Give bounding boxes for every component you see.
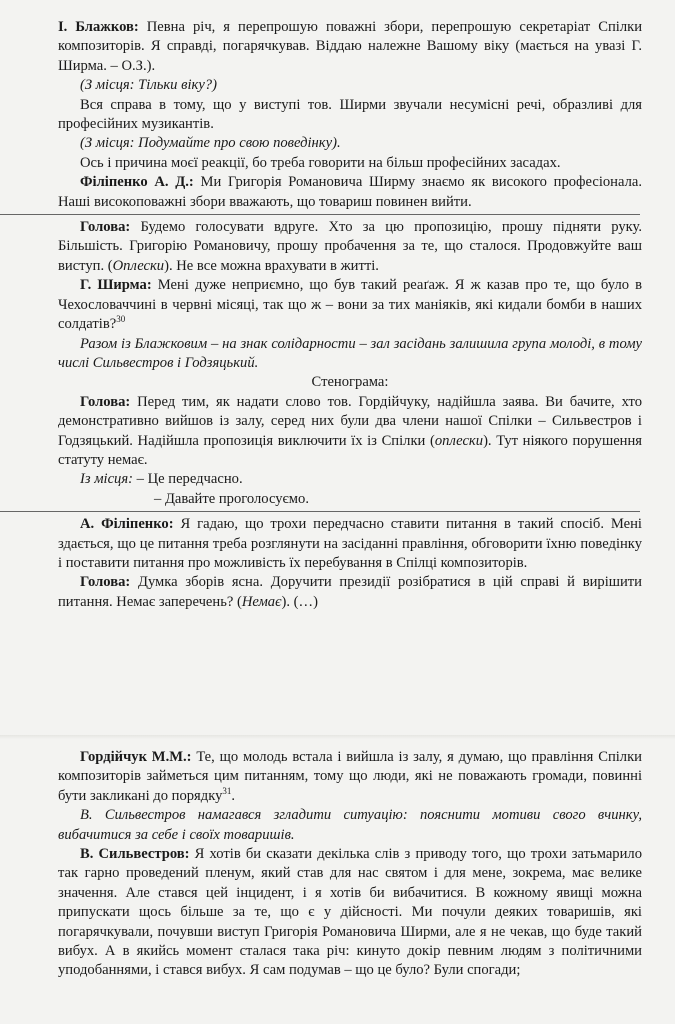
- paragraph: Ось і причина моєї реакції, бо треба говорити на більш професійних засадах.: [80, 154, 561, 171]
- paragraph: Вся справа в тому, що у виступі тов. Ширми звучали несумісні речі, образливі для професійних музикантів.: [58, 96, 642, 133]
- paragraph: [58, 18, 642, 76]
- speech-text: Я гадаю, що трохи передчасно ставити питання в такий спосіб. Мені здається, що це питання треба розглянути на засіданні правління, обговорити їхню поведінку і поставити питання про можливість їх перебування в Спілці композиторів.: [58, 516, 642, 571]
- speaker-name: Голова:: [80, 219, 131, 236]
- speech-text: ). (…): [281, 593, 318, 610]
- paragraph: [58, 748, 642, 806]
- speech-italic: Немає: [241, 593, 282, 610]
- remark-from-floor: (З місця: Подумайте про свою поведінку).: [80, 135, 341, 152]
- speech-text: Будемо голосувати вдруге. Хто за цю пропозицію, прошу підняти руку. Більшість. Григорію Романовичу, прошу пробачення за те, що сталося. Продовжуйте ваш виступ. (: [58, 219, 642, 274]
- paragraph: [58, 845, 642, 981]
- narration: Разом із Блажковим – на знак солідарности – зал засідань залишила група молоді, в тому числі Сильвестров і Годзяцький.: [58, 335, 642, 371]
- speech-text: Те, що молодь встала і вийшла із залу, я думаю, що правління Спілки композиторів займеться цим питанням, тому що люди, які не поважають громади, повинні бути закликані до порядку: [58, 749, 642, 804]
- footnote-ref: 31: [222, 785, 232, 796]
- speech-text: ). Тут ніякого порушення статуту немає.: [58, 432, 643, 468]
- speaker-name: І. Блажков:: [58, 19, 139, 35]
- paragraph: [58, 573, 642, 612]
- speech-text: Я хотів би сказати декілька слів з приводу того, що трохи затьмарило так гарно проведений пленум, який став для нас святом і для мене, зокрема, має велике значення. Але стався цей інцидент, і я хотів би вибачитися. В кожному явищі можна припускати щось більше за те, що є у дійсності. Ми почули деяких товаришів, які погарячкували, почувши виступ Григорія Романовича Ширми, але я не чекав, що буде такий вибух. А в якийсь момент сталася така річ: кинуто докір певним людям з політичними уподобаннями, і стався вибух. Я сам подумав – що це було? Були спогади;: [58, 846, 642, 979]
- speech-italic: Із місця:: [80, 471, 133, 488]
- divider-line: [0, 214, 640, 215]
- paragraph: – Давайте проголосуємо.: [154, 490, 309, 507]
- speaker-name: А. Філіпенко:: [80, 516, 174, 533]
- divider: [58, 509, 642, 515]
- speech-text: Перед тим, як надати слово тов. Гордійчуку, надійшла заява. Ви бачите, хто демонстративно вийшов із залу, серед них були два члени нашої Спілки – Сильвестров і Годзяцький. Надійшла пропозиція виключити їх із Спілки (: [58, 393, 642, 449]
- speech-text: – Це передчасно.: [133, 471, 243, 488]
- scan-edge: [0, 735, 675, 739]
- section-heading: Стенограма:: [311, 374, 389, 391]
- speech-text: Ми Григорія Романовича Ширму знаємо як високого професіонала. Наші високоповажні збори вважають, що товариш повинен вийти.: [58, 174, 642, 210]
- speaker-name: Голова:: [80, 393, 131, 410]
- speech-text: Мені дуже неприємно, що був такий реаґаж. Я ж казав про те, що було в Чехословаччині в червні місяці, так що ж – вони за тих маніяків, які кидали бомби в наших солдатів?: [58, 277, 642, 333]
- remark-from-floor: (З місця: Тільки віку?): [80, 77, 217, 94]
- speaker-name: Г. Ширма:: [80, 277, 152, 294]
- paragraph: [58, 393, 642, 471]
- divider: [58, 212, 642, 218]
- speaker-name: Голова:: [80, 574, 131, 591]
- transcript-section-1: [58, 18, 642, 612]
- paragraph: [58, 515, 642, 573]
- divider-line: [0, 511, 640, 512]
- speaker-name: Гордійчук М.М.:: [80, 749, 192, 765]
- speech-text: Думка зборів ясна. Доручити президії розібратися в цій справі й вирішити питання. Немає заперечень? (: [58, 574, 642, 610]
- speech-italic: Оплески: [112, 257, 165, 274]
- speaker-name: Філіпенко А. Д.:: [80, 174, 194, 191]
- footnote-ref: 30: [116, 314, 126, 325]
- speech-text: Певна річ, я перепрошую поважні збори, перепрошую секретаріат Спілки композиторів. Я справді, погарячкував. Віддаю належне Вашому віку (мається на увазі Г. Ширма. – О.З.).: [58, 19, 642, 74]
- narration: В. Сильвестров намагався згладити ситуацію: пояснити мотиви свого вчинку, вибачитися за себе і своїх товаришів.: [58, 807, 642, 843]
- speech-italic: оплески: [434, 432, 484, 449]
- speech-text: .: [231, 787, 236, 804]
- paragraph: [58, 173, 642, 212]
- speech-text: ). Не все можна врахувати в житті.: [164, 257, 379, 274]
- paragraph: [58, 218, 642, 276]
- paragraph: [58, 470, 642, 489]
- speaker-name: В. Сильвестров:: [80, 846, 190, 863]
- transcript-section-2: [58, 748, 642, 981]
- paragraph: [58, 276, 642, 334]
